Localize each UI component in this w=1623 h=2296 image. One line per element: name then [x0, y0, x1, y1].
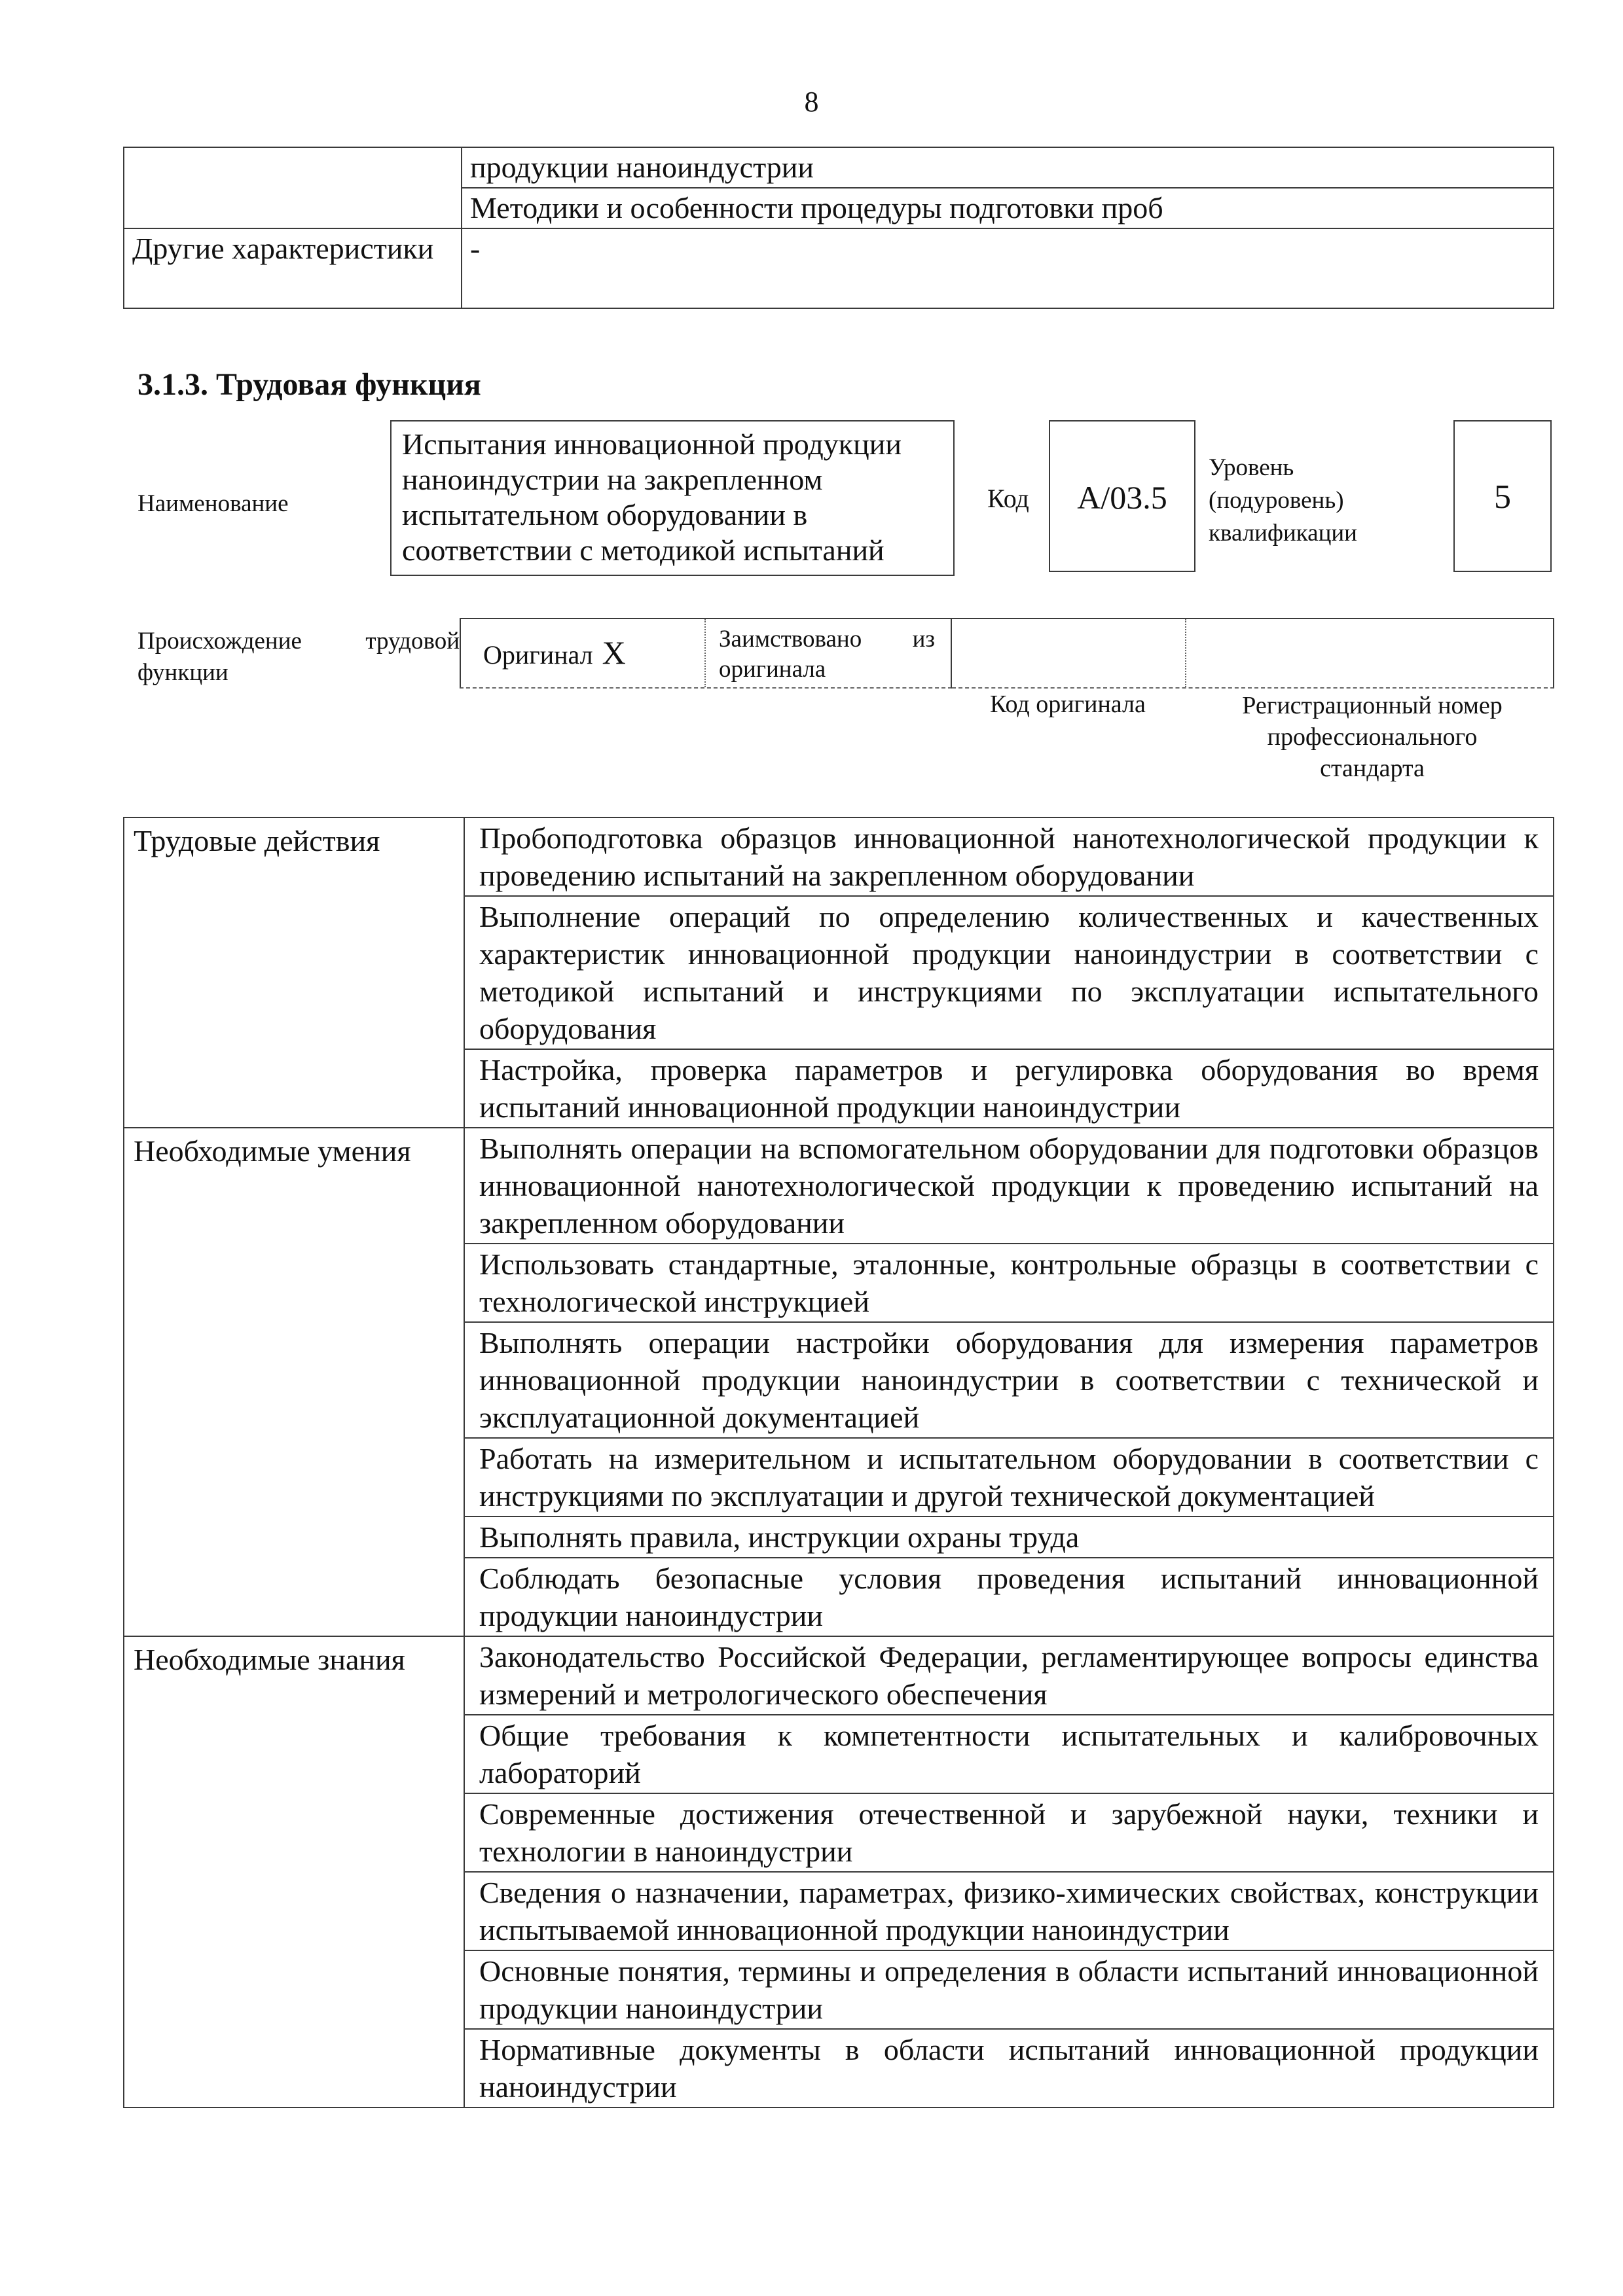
code-value-box — [1049, 420, 1195, 572]
list-item: Выполнять операции на вспомогательном оборудовании для подготовки образцов инновационной нанотехнологической продукции к проведению испытаний на закрепленном оборудовании — [464, 1128, 1554, 1244]
table-row — [124, 147, 1554, 188]
list-item: Законодательство Российской Федерации, регламентирующее вопросы единства измерений и метрологического обеспечения — [464, 1636, 1554, 1715]
list-item: Использовать стандартные, эталонные, контрольные образцы в соответствии с технологической инструкцией — [464, 1244, 1554, 1322]
list-item: Общие требования к компетентности испытательных и калибровочных лабораторий — [464, 1715, 1554, 1793]
original-mark: X — [602, 634, 626, 671]
list-item: Нормативные документы в области испытаний инновационной продукции наноиндустрии — [464, 2029, 1554, 2108]
code-original-label: Код оригинала — [990, 691, 1146, 718]
original-option[interactable] — [483, 636, 626, 672]
table-row — [124, 228, 1554, 308]
list-item: Соблюдать безопасные условия проведения испытаний инновационной продукции наноиндустрии — [464, 1558, 1554, 1636]
origin-label: Происхождение трудовой функции — [137, 628, 460, 686]
origin-code-box — [952, 618, 1554, 689]
origin-divider — [704, 619, 706, 687]
function-name-box — [390, 420, 955, 576]
list-item: Выполнять операции настройки оборудования для измерения параметров инновационной продукции наноиндустрии в соответствии с технической и эксплуатационной документацией — [464, 1322, 1554, 1438]
list-item: Работать на измерительном и испытательном оборудовании в соответствии с инструкциями по эксплуатации и другой технической документацией — [464, 1438, 1554, 1516]
list-item: Сведения о назначении, параметрах, физико-химических свойствах, конструкции испытываемой инновационной продукции наноиндустрии — [464, 1872, 1554, 1950]
borrowed-option[interactable] — [719, 624, 935, 685]
other-characteristics-label: Другие характеристики — [124, 228, 462, 308]
list-item: Выполнение операций по определению количественных и качественных характеристик инновационной продукции наноиндустрии в соответствии с методикой испытаний и инструкциями по эксплуатации испытательного оборудования — [464, 896, 1554, 1049]
reg-number-label: Регистрационный номер профессионального стандарта — [1242, 692, 1503, 782]
origin-code-divider — [1185, 619, 1186, 687]
section-title: 3.1.3. Трудовая функция — [137, 367, 481, 402]
table-cell: продукции наноиндустрии — [462, 147, 1554, 188]
list-item: Основные понятия, термины и определения в области испытаний инновационной продукции наноиндустрии — [464, 1950, 1554, 2029]
table-row — [124, 1128, 1554, 1244]
table-cell: Методики и особенности процедуры подготовки проб — [462, 188, 1554, 228]
name-label: Наименование — [137, 490, 289, 517]
level-value-box — [1453, 420, 1552, 572]
page-number: 8 — [804, 86, 819, 118]
table-row — [124, 1636, 1554, 1715]
origin-box — [460, 618, 952, 689]
list-item: Выполнять правила, инструкции охраны труда — [464, 1516, 1554, 1558]
section-header-knowledge: Необходимые знания — [124, 1636, 464, 2108]
section-header-labor-actions: Трудовые действия — [124, 817, 464, 1128]
original-label: Оригинал — [483, 640, 593, 670]
qualification-level-label: Уровень (подуровень) квалификации — [1209, 454, 1357, 547]
code-label: Код — [987, 484, 1029, 513]
borrowed-label: Заимствовано из оригинала — [719, 626, 935, 683]
table-row — [124, 817, 1554, 896]
code-value: А/03.5 — [1077, 479, 1167, 516]
list-item: Настройка, проверка параметров и регулировка оборудования во время испытаний инновационной продукции наноиндустрии — [464, 1049, 1554, 1128]
list-item: Пробоподготовка образцов инновационной нанотехнологической продукции к проведению испытаний на закрепленном оборудовании — [464, 817, 1554, 896]
level-value: 5 — [1494, 478, 1511, 516]
other-characteristics-value: - — [462, 228, 1554, 308]
main-table — [123, 817, 1554, 2108]
top-continuation-table — [123, 147, 1554, 309]
table-cell-empty — [124, 147, 462, 228]
list-item: Современные достижения отечественной и зарубежной науки, техники и технологии в наноиндустрии — [464, 1793, 1554, 1872]
section-header-skills: Необходимые умения — [124, 1128, 464, 1636]
function-name-value: Испытания инновационной продукции наноиндустрии на закрепленном испытательном оборудовании в соответствии с методикой испытаний — [402, 427, 902, 567]
